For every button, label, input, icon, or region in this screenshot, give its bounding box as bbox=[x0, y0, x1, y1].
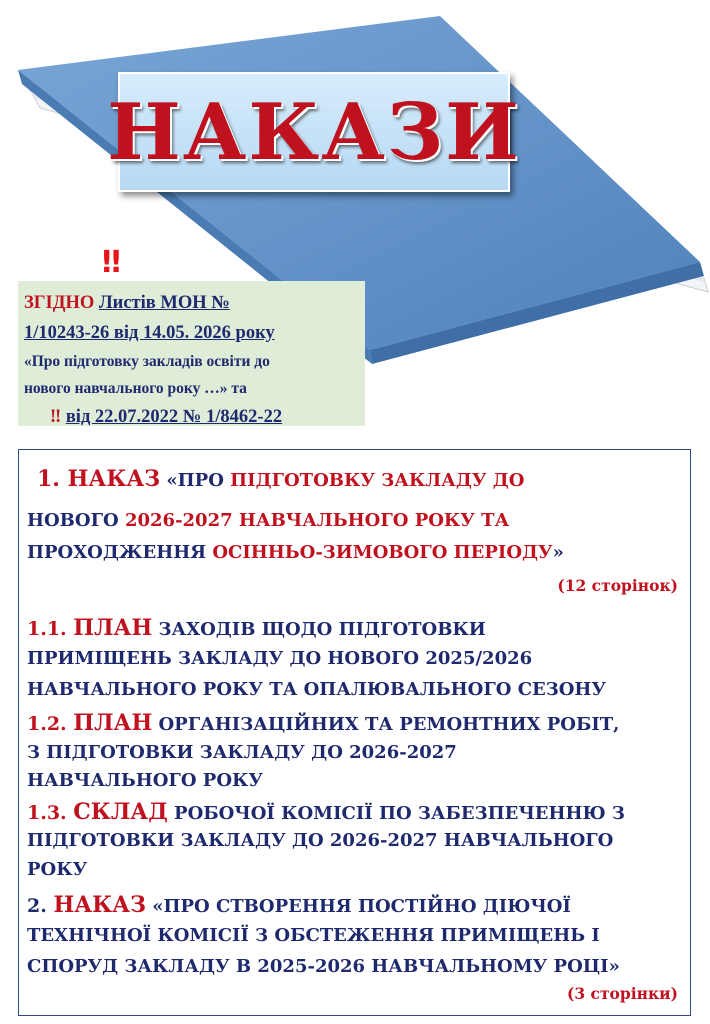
page-count: (12 сторінок) bbox=[557, 576, 678, 595]
item-keyword: НАКАЗ bbox=[53, 892, 146, 918]
list-item-line: ТЕХНІЧНОЇ КОМІСІЇ З ОБСТЕЖЕННЯ ПРИМІЩЕНЬ І bbox=[27, 925, 600, 946]
note-line-4: нового навчального року …» bbox=[24, 380, 228, 397]
list-item-line: ПРОХОДЖЕННЯ ОСІННЬО-ЗИМОВОГО ПЕРІОДУ» bbox=[27, 542, 564, 563]
note-line-2: 1/10243-26 від 14.05. 2026 року bbox=[24, 323, 275, 343]
title-banner bbox=[107, 72, 521, 192]
item-keyword: СКЛАД bbox=[73, 799, 168, 825]
list-item: 1.3. СКЛАД РОБОЧОЇ КОМІСІЇ ПО ЗАБЕЗПЕЧЕННЮ З bbox=[27, 799, 625, 825]
list-item-line: НАВЧАЛЬНОГО РОКУ ТА ОПАЛЮВАЛЬНОГО СЕЗОНУ bbox=[27, 679, 607, 700]
exclamation-icon: ‼ bbox=[50, 407, 62, 427]
orders-list bbox=[18, 449, 691, 1016]
note-line-1: Листів МОН № bbox=[98, 293, 230, 313]
item-keyword: ПЛАН bbox=[73, 615, 153, 641]
note-line-5: від 22.07.2022 № 1/8462-22 bbox=[65, 407, 283, 427]
page-count: (3 сторінки) bbox=[567, 984, 678, 1003]
list-item-line: РОКУ bbox=[27, 859, 88, 880]
list-item: 2. НАКАЗ «ПРО СТВОРЕННЯ ПОСТІЙНО ДІЮЧОЇ bbox=[27, 892, 571, 918]
list-item: 1.1. ПЛАН ЗАХОДІВ ЩОДО ПІДГОТОВКИ bbox=[27, 615, 486, 641]
reference-note bbox=[18, 281, 365, 426]
item-keyword: ПЛАН bbox=[73, 710, 153, 736]
page-title: НАКАЗИ bbox=[107, 86, 521, 178]
exclamation-icon: ‼ bbox=[102, 245, 121, 280]
note-line-4-suffix: та bbox=[227, 380, 247, 397]
note-line-3: «Про підготовку закладів освіти до bbox=[24, 353, 270, 370]
list-item-line: ПІДГОТОВКИ ЗАКЛАДУ ДО 2026-2027 НАВЧАЛЬНОГО bbox=[27, 830, 614, 851]
list-item-line: НАВЧАЛЬНОГО РОКУ bbox=[27, 770, 264, 791]
list-item-line: ПРИМІЩЕНЬ ЗАКЛАДУ ДО НОВОГО 2025/2026 bbox=[27, 648, 533, 669]
list-item: 1.2. ПЛАН ОРГАНІЗАЦІЙНИХ ТА РЕМОНТНИХ РОБІТ, bbox=[27, 710, 620, 736]
list-item-line: НОВОГО 2026-2027 НАВЧАЛЬНОГО РОКУ ТА bbox=[27, 510, 510, 531]
list-item: 1. НАКАЗ «ПРО ПІДГОТОВКУ ЗАКЛАДУ ДО bbox=[37, 466, 525, 492]
list-item-line: СПОРУД ЗАКЛАДУ В 2025-2026 НАВЧАЛЬНОМУ РОЦІ» bbox=[27, 956, 620, 977]
list-item-line: З ПІДГОТОВКИ ЗАКЛАДУ ДО 2026-2027 bbox=[27, 742, 457, 763]
note-prefix: ЗГІДНО bbox=[24, 293, 95, 313]
item-keyword: НАКАЗ bbox=[67, 466, 161, 492]
